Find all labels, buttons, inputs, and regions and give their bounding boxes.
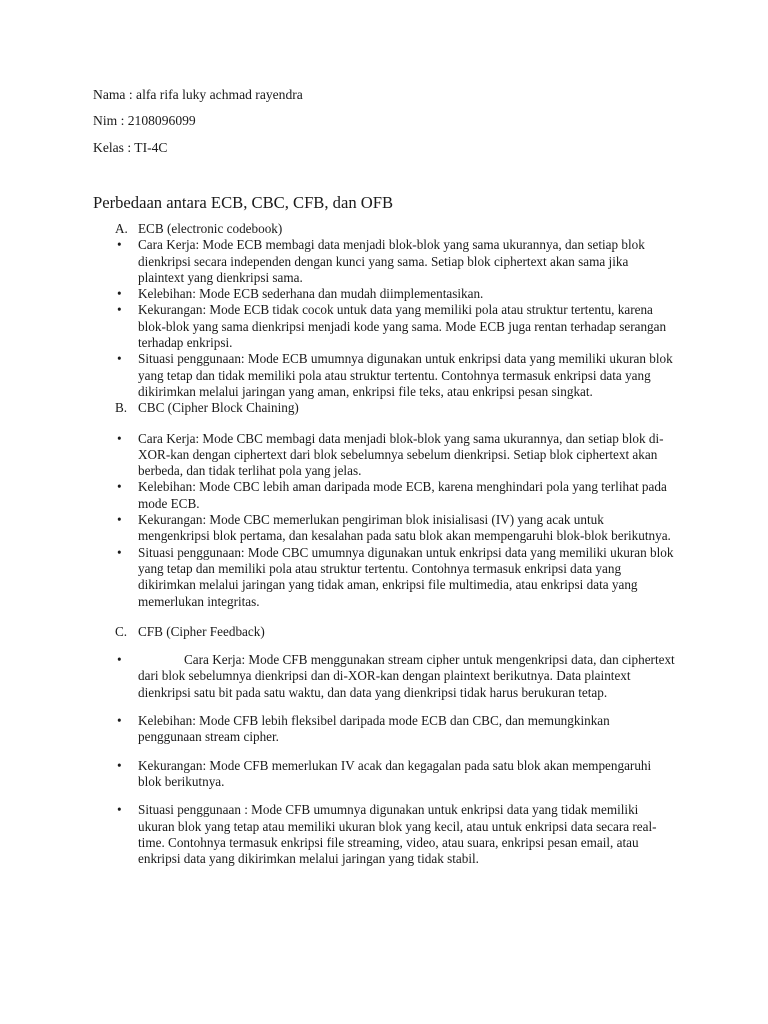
list-item-text: Situasi penggunaan : Mode CFB umumnya digunakan untuk enkripsi data yang tidak memiliki ukuran blok yang tetap atau memiliki ukuran blok yang kecil, atau untuk enkripsi data secara real-time. Contohnya termasuk enkripsi file streaming, video, atau suara, enkripsi pesan email, atau enkripsi data yang dikirimkan melalui jaringan yang tidak stabil.: [138, 802, 657, 867]
section-heading: [115, 400, 675, 416]
bullet-icon: •: [117, 479, 122, 495]
list-item-text: Cara Kerja: Mode ECB membagi data menjadi blok-blok yang sama ukurannya, dan setiap blok dienkripsi secara independen dengan kunci yang sama. Setiap blok ciphertext akan sama jika plaintext yang dienkripsi sama.: [138, 237, 645, 285]
section-heading-text: CFB (Cipher Feedback): [138, 623, 265, 639]
spacer: [115, 640, 675, 652]
list-item-text: Kelebihan: Mode CFB lebih fleksibel daripada mode ECB dan CBC, dan memungkinkan penggunaan stream cipher.: [138, 713, 610, 745]
bullet-icon: •: [117, 286, 122, 302]
list-item-text: Kelebihan: Mode ECB sederhana dan mudah diimplementasikan.: [138, 286, 484, 302]
list-item: [115, 758, 675, 791]
list-item-text: Situasi penggunaan: Mode CBC umumnya digunakan untuk enkripsi data yang memiliki ukuran blok yang tetap dan memiliki pola atau struktur tertentu. Contohnya termasuk enkripsi data yang dikirimkan melalui jaringan yang tidak aman, enkripsi file multimedia, atau enkripsi data yang memerlukan integritas.: [138, 544, 674, 609]
spacer: [115, 746, 675, 758]
document-body: [115, 221, 675, 867]
list-item: [115, 302, 675, 351]
bullet-icon: •: [117, 544, 122, 560]
list-item: [115, 286, 675, 302]
list-item: [115, 431, 675, 480]
student-id: Nim : 2108096099: [93, 113, 196, 128]
bullet-icon: •: [117, 713, 122, 729]
spacer: [115, 701, 675, 713]
section-cfb: [115, 624, 675, 868]
bullet-icon: •: [117, 652, 122, 668]
spacer: [115, 790, 675, 802]
document-title: Perbedaan antara ECB, CBC, CFB, dan OFB: [93, 193, 394, 212]
list-item-text: Kelebihan: Mode CBC lebih aman daripada mode ECB, karena menghindari pola yang terlihat pada mode ECB.: [138, 479, 667, 511]
section-letter: B.: [115, 400, 128, 416]
list-item: [115, 802, 675, 867]
list-item: [115, 237, 675, 286]
list-item: [115, 652, 675, 701]
list-item-text: Cara Kerja: Mode CBC membagi data menjadi blok-blok yang sama ukurannya, dan setiap blok di-XOR-kan dengan ciphertext dari blok sebelumnya sebelum dienkripsi. Setiap blok ciphertext akan berbeda, dan tidak terlihat pola yang jelas.: [138, 430, 664, 479]
student-name: Nama : alfa rifa luky achmad rayendra: [93, 87, 303, 102]
section-heading-text: CBC (Cipher Block Chaining): [138, 400, 299, 416]
list-item-text: Cara Kerja: Mode CFB menggunakan stream cipher untuk mengenkripsi data, dan ciphertext dari blok sebelumnya dienkripsi dan di-XOR-kan dengan plaintext berikutnya. Data plaintext dienkripsi satu bit pada satu waktu, dan data yang dienkripsi tidak harus berukuran tetap.: [138, 652, 675, 700]
bullet-icon: •: [117, 302, 122, 318]
bullet-icon: •: [117, 757, 122, 773]
bullet-icon: •: [117, 802, 122, 818]
bullet-icon: •: [117, 430, 122, 446]
bullet-icon: •: [117, 351, 122, 367]
section-heading-text: ECB (electronic codebook): [138, 221, 283, 236]
section-letter: A.: [115, 221, 128, 236]
list-item: [115, 479, 675, 512]
list-item: [115, 545, 675, 610]
section-ecb: [115, 221, 675, 400]
list-item-text: Situasi penggunaan: Mode ECB umumnya digunakan untuk enkripsi data yang memiliki ukuran blok yang tetap dan tidak memiliki pola atau struktur tertentu. Contohnya termasuk enkripsi data yang dikirimkan melalui jaringan yang aman, enkripsi file teks, atau enkripsi pesan singkat.: [138, 351, 673, 399]
student-class: Kelas : TI-4C: [93, 140, 168, 155]
bullet-icon: •: [117, 512, 122, 528]
bullet-icon: •: [117, 237, 122, 253]
list-item: [115, 713, 675, 746]
section-heading: [115, 221, 675, 237]
list-item-text: Kekurangan: Mode CBC memerlukan pengiriman blok inisialisasi (IV) yang acak untuk mengenkripsi blok pertama, dan kesalahan pada satu blok akan mempengaruhi blok-blok berikutnya.: [138, 512, 671, 544]
section-heading: [115, 624, 675, 640]
spacer: [115, 610, 675, 624]
section-letter: C.: [115, 623, 128, 639]
spacer: [115, 417, 675, 431]
list-item: [115, 351, 675, 400]
list-item: [115, 512, 675, 545]
list-item-text: Kekurangan: Mode ECB tidak cocok untuk data yang memiliki pola atau struktur tertentu, karena blok-blok yang sama dienkripsi menjadi kode yang sama. Mode ECB juga rentan terhadap serangan terhadap enkripsi.: [138, 302, 667, 351]
section-cbc: [115, 400, 675, 610]
list-item-text: Kekurangan: Mode CFB memerlukan IV acak dan kegagalan pada satu blok akan mempengaruhi blok berikutnya.: [138, 757, 652, 789]
